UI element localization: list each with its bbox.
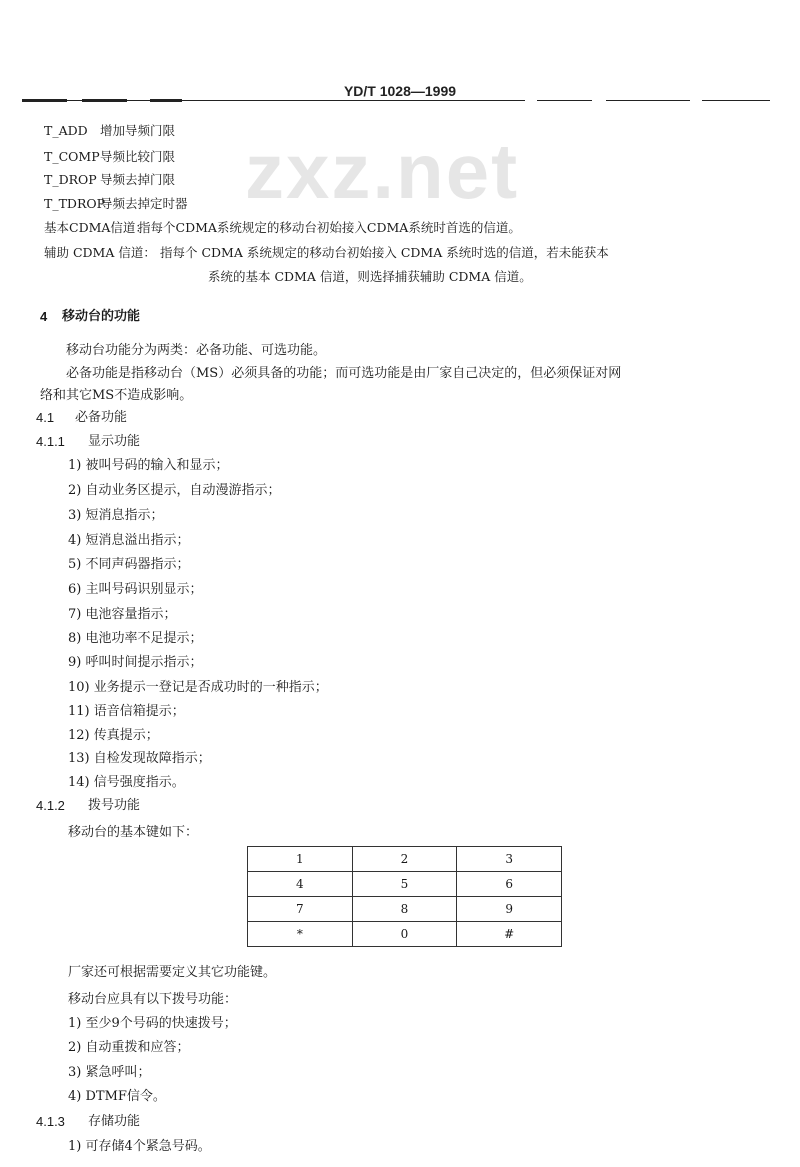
- term-abbr: T_TDROP: [44, 196, 106, 211]
- list-item: 9) 呼叫时间提示指示；: [68, 655, 203, 670]
- subsection-title: 显示功能: [88, 434, 141, 449]
- definition-text-continued: 系统的基本 CDMA 信道，则选择捕获辅助 CDMA 信道。: [208, 269, 532, 284]
- list-item: 6) 主叫号码识别显示；: [68, 582, 203, 597]
- list-item: 2) 自动重拨和应答；: [68, 1040, 190, 1055]
- keypad-key: 6: [457, 872, 562, 897]
- header-rule-gap: [525, 97, 537, 103]
- keypad-key: 5: [352, 872, 457, 897]
- keypad-key: 4: [248, 872, 353, 897]
- definition-text: 指每个CDMA系统规定的移动台初始接入CDMA系统时首选的信道。: [138, 220, 521, 235]
- list-item: 1) 可存储4个紧急号码。: [68, 1139, 211, 1154]
- paragraph: 移动台功能分为两类：必备功能、可选功能。: [66, 343, 327, 358]
- list-item: 5) 不同声码器指示；: [68, 557, 190, 572]
- subsection-title: 拨号功能: [88, 798, 141, 813]
- term-abbr: T_ADD: [44, 123, 88, 138]
- list-item: 3) 短消息指示；: [68, 508, 164, 523]
- keypad-key: 0: [352, 922, 457, 947]
- subsection-number: 4.1: [36, 410, 55, 425]
- subsection-number: 4.1.2: [36, 798, 65, 813]
- table-row: [248, 922, 562, 947]
- list-item: 1) 被叫号码的输入和显示；: [68, 458, 229, 473]
- term-desc: 导频去掉定时器: [100, 196, 188, 211]
- paragraph: 移动台应具有以下拨号功能：: [68, 992, 238, 1007]
- section-title: 移动台的功能: [62, 309, 141, 324]
- keypad-key: 8: [352, 897, 457, 922]
- term-abbr: T_COMP: [44, 149, 100, 164]
- list-item: 12) 传真提示；: [68, 728, 159, 743]
- list-item: 13) 自检发现故障指示；: [68, 751, 211, 766]
- list-item: 14) 信号强度指示。: [68, 775, 185, 790]
- header-rule: [22, 100, 770, 101]
- list-item: 1) 至少9个号码的快速拨号；: [68, 1016, 237, 1031]
- subsection-title: 必备功能: [75, 410, 128, 425]
- definition-text: 指每个 CDMA 系统规定的移动台初始接入 CDMA 系统时选的信道，若未能获本: [160, 245, 609, 260]
- list-item: 4) 短消息溢出指示；: [68, 533, 190, 548]
- paragraph: 厂家还可根据需要定义其它功能键。: [68, 965, 277, 980]
- definition-term: 辅助 CDMA 信道：: [44, 245, 156, 260]
- list-item: 8) 电池功率不足提示；: [68, 631, 203, 646]
- watermark: zxz.net: [245, 127, 520, 215]
- definition-term: 基本CDMA信道：: [44, 220, 148, 235]
- keypad-key: 1: [248, 847, 353, 872]
- document-header-id: YD/T 1028—1999: [343, 83, 457, 99]
- header-rule-segment: [22, 99, 67, 102]
- keypad-key: #: [457, 922, 562, 947]
- keypad-table: [247, 846, 562, 947]
- header-rule-gap: [592, 97, 606, 103]
- list-item: 4) DTMF信令。: [68, 1089, 166, 1104]
- paragraph-continued: 络和其它MS不造成影响。: [40, 388, 193, 403]
- list-item: 7) 电池容量指示；: [68, 607, 177, 622]
- keypad-key: 2: [352, 847, 457, 872]
- term-desc: 增加导频门限: [100, 123, 176, 138]
- table-row: [248, 847, 562, 872]
- header-rule-segment: [82, 99, 127, 102]
- table-row: [248, 897, 562, 922]
- header-rule-gap: [690, 97, 702, 103]
- subsection-number: 4.1.1: [36, 434, 65, 449]
- keypad-key: 7: [248, 897, 353, 922]
- subsection-number: 4.1.3: [36, 1114, 65, 1129]
- keypad-key: 9: [457, 897, 562, 922]
- term-desc: 导频去掉门限: [100, 172, 176, 187]
- list-item: 10) 业务提示一登记是否成功时的一种指示；: [68, 680, 328, 695]
- keypad-key: *: [248, 922, 353, 947]
- table-row: [248, 872, 562, 897]
- list-item: 3) 紧急呼叫；: [68, 1065, 151, 1080]
- paragraph: 移动台的基本键如下：: [68, 825, 199, 840]
- subsection-title: 存储功能: [88, 1114, 141, 1129]
- keypad-key: 3: [457, 847, 562, 872]
- term-abbr: T_DROP: [44, 172, 97, 187]
- section-number: 4: [40, 309, 48, 324]
- header-rule-segment: [150, 99, 182, 102]
- list-item: 11) 语音信箱提示；: [68, 704, 185, 719]
- list-item: 2) 自动业务区提示，自动漫游指示；: [68, 483, 281, 498]
- paragraph: 必备功能是指移动台（MS）必须具备的功能；而可选功能是由厂家自己决定的，但必须保证对网: [66, 366, 622, 381]
- term-desc: 导频比较门限: [100, 149, 176, 164]
